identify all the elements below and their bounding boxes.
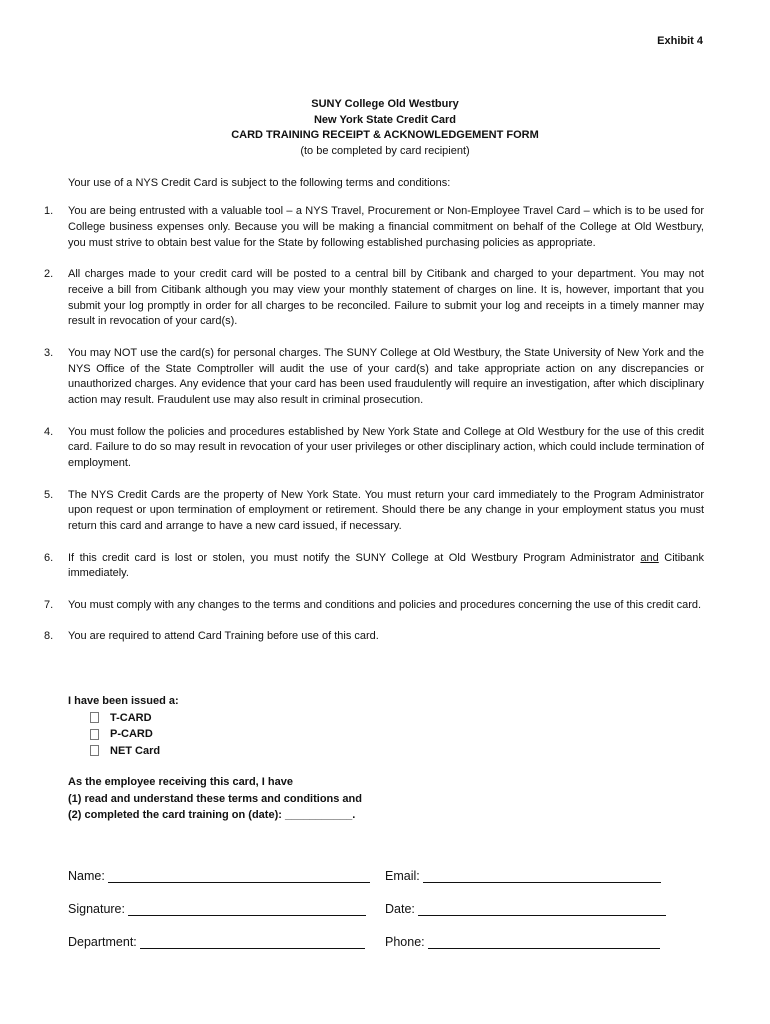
netcard-checkbox[interactable] xyxy=(90,745,99,756)
terms-intro: Your use of a NYS Credit Card is subject to the following terms and conditions: xyxy=(68,177,451,189)
term-item xyxy=(0,204,770,251)
card-option-netcard xyxy=(68,743,179,760)
acknowledgement-section xyxy=(68,774,362,824)
name-label: Name: xyxy=(68,869,105,883)
card-option-label: NET Card xyxy=(110,744,161,757)
pcard-checkbox[interactable] xyxy=(90,729,99,740)
term-item xyxy=(0,267,770,330)
term-text: The NYS Credit Cards are the property of New York State. You must return your card immediately to the Program Administrator upon request or upon termination of employment or retirement. Should there be any change in your employment status you must return this card and arrange to have a new card issued, if necessary. xyxy=(68,488,704,533)
date-line[interactable] xyxy=(418,901,666,916)
card-option-label: P-CARD xyxy=(110,728,153,740)
signature-label: Signature: xyxy=(68,902,125,916)
term-text: You may NOT use the card(s) for personal charges. The SUNY College at Old Westbury, the State University of New York and the NYS Office of the State Comptroller will audit the use of your card(s) and take appropriate action on any discrepancies or unauthorized charges. Any evidence that your card has been used fraudulently will require an investigation, after which disciplinary action may result. Fraudulent use may also result in criminal prosecution. xyxy=(68,346,704,407)
form-header xyxy=(0,97,770,159)
ack-line-3: (2) completed the card training on (date): ___________. xyxy=(68,809,356,821)
term-number: 5. xyxy=(44,488,54,501)
term-number: 7. xyxy=(44,598,54,611)
term-text-underlined: and xyxy=(640,551,659,564)
signature-field xyxy=(68,901,366,916)
department-line[interactable] xyxy=(140,934,365,949)
term-text: If this credit card is lost or stolen, you must notify the SUNY College at Old Westbury Program Administrator xyxy=(68,551,641,564)
term-item xyxy=(0,425,770,472)
term-number: 1. xyxy=(44,205,54,217)
exhibit-label: Exhibit 4 xyxy=(657,35,703,47)
terms-list xyxy=(0,204,770,660)
term-number: 4. xyxy=(44,425,54,438)
term-item xyxy=(0,629,770,645)
ack-line-2: (1) read and understand these terms and conditions and xyxy=(68,792,362,805)
tcard-checkbox[interactable] xyxy=(90,712,99,723)
department-field xyxy=(68,934,365,949)
date-field xyxy=(385,901,666,916)
name-line[interactable] xyxy=(108,868,370,883)
name-field xyxy=(68,868,370,883)
card-option-pcard xyxy=(68,726,179,743)
card-option-tcard xyxy=(68,710,179,727)
date-label: Date: xyxy=(385,902,415,916)
term-text: You are being entrusted with a valuable tool – a NYS Travel, Procurement or Non-Employee Travel Card – which is to be used for College business expenses only. Because you will be making a financial commitment on behalf of the College at Old Westbury, you must strive to obtain best value for the State by following established purchasing policies as appropriate. xyxy=(68,205,704,249)
institution-name: SUNY College Old Westbury xyxy=(311,98,459,110)
term-text: All charges made to your credit card will be posted to a central bill by Citibank and charged to your department. You may not receive a bill from Citibank although you may view your monthly statement of charges on line. It is, however, important that you submit your log promptly in order for all charges to be reconciled. Failure to submit your log and receipts in a timely manner may result in revocation of your card(s). xyxy=(68,267,704,328)
term-text: You must follow the policies and procedures established by New York State and College at Old Westbury for the use of this credit card. Failure to do so may result in revocation of your user privileges or other disciplinary action, which could include termination of employment. xyxy=(68,425,704,470)
signature-line[interactable] xyxy=(128,901,366,916)
term-text: Citibank immediately. xyxy=(68,551,704,580)
email-label: Email: xyxy=(385,869,420,883)
term-item xyxy=(0,551,770,583)
issued-label: I have been issued a: xyxy=(68,695,179,707)
ack-line-1: As the employee receiving this card, I have xyxy=(68,776,293,788)
phone-label: Phone: xyxy=(385,935,425,949)
term-number: 2. xyxy=(44,267,54,280)
term-text: You must comply with any changes to the terms and conditions and policies and procedures concerning the use of this credit card. xyxy=(68,598,702,611)
term-item xyxy=(0,598,770,614)
card-name: New York State Credit Card xyxy=(313,113,457,126)
email-field xyxy=(385,868,661,883)
phone-field xyxy=(385,934,660,949)
term-item xyxy=(0,346,770,409)
term-text: You are required to attend Card Training before use of this card. xyxy=(68,630,379,643)
term-number: 3. xyxy=(44,346,54,359)
term-number: 6. xyxy=(44,551,54,564)
form-note: (to be completed by card recipient) xyxy=(300,144,470,157)
card-option-label: T-CARD xyxy=(110,711,152,724)
phone-line[interactable] xyxy=(428,934,660,949)
form-title: CARD TRAINING RECEIPT & ACKNOWLEDGEMENT FORM xyxy=(231,129,539,142)
email-line[interactable] xyxy=(423,868,661,883)
issued-section xyxy=(68,693,179,759)
department-label: Department: xyxy=(68,935,137,949)
term-item xyxy=(0,488,770,535)
term-number: 8. xyxy=(44,630,54,643)
